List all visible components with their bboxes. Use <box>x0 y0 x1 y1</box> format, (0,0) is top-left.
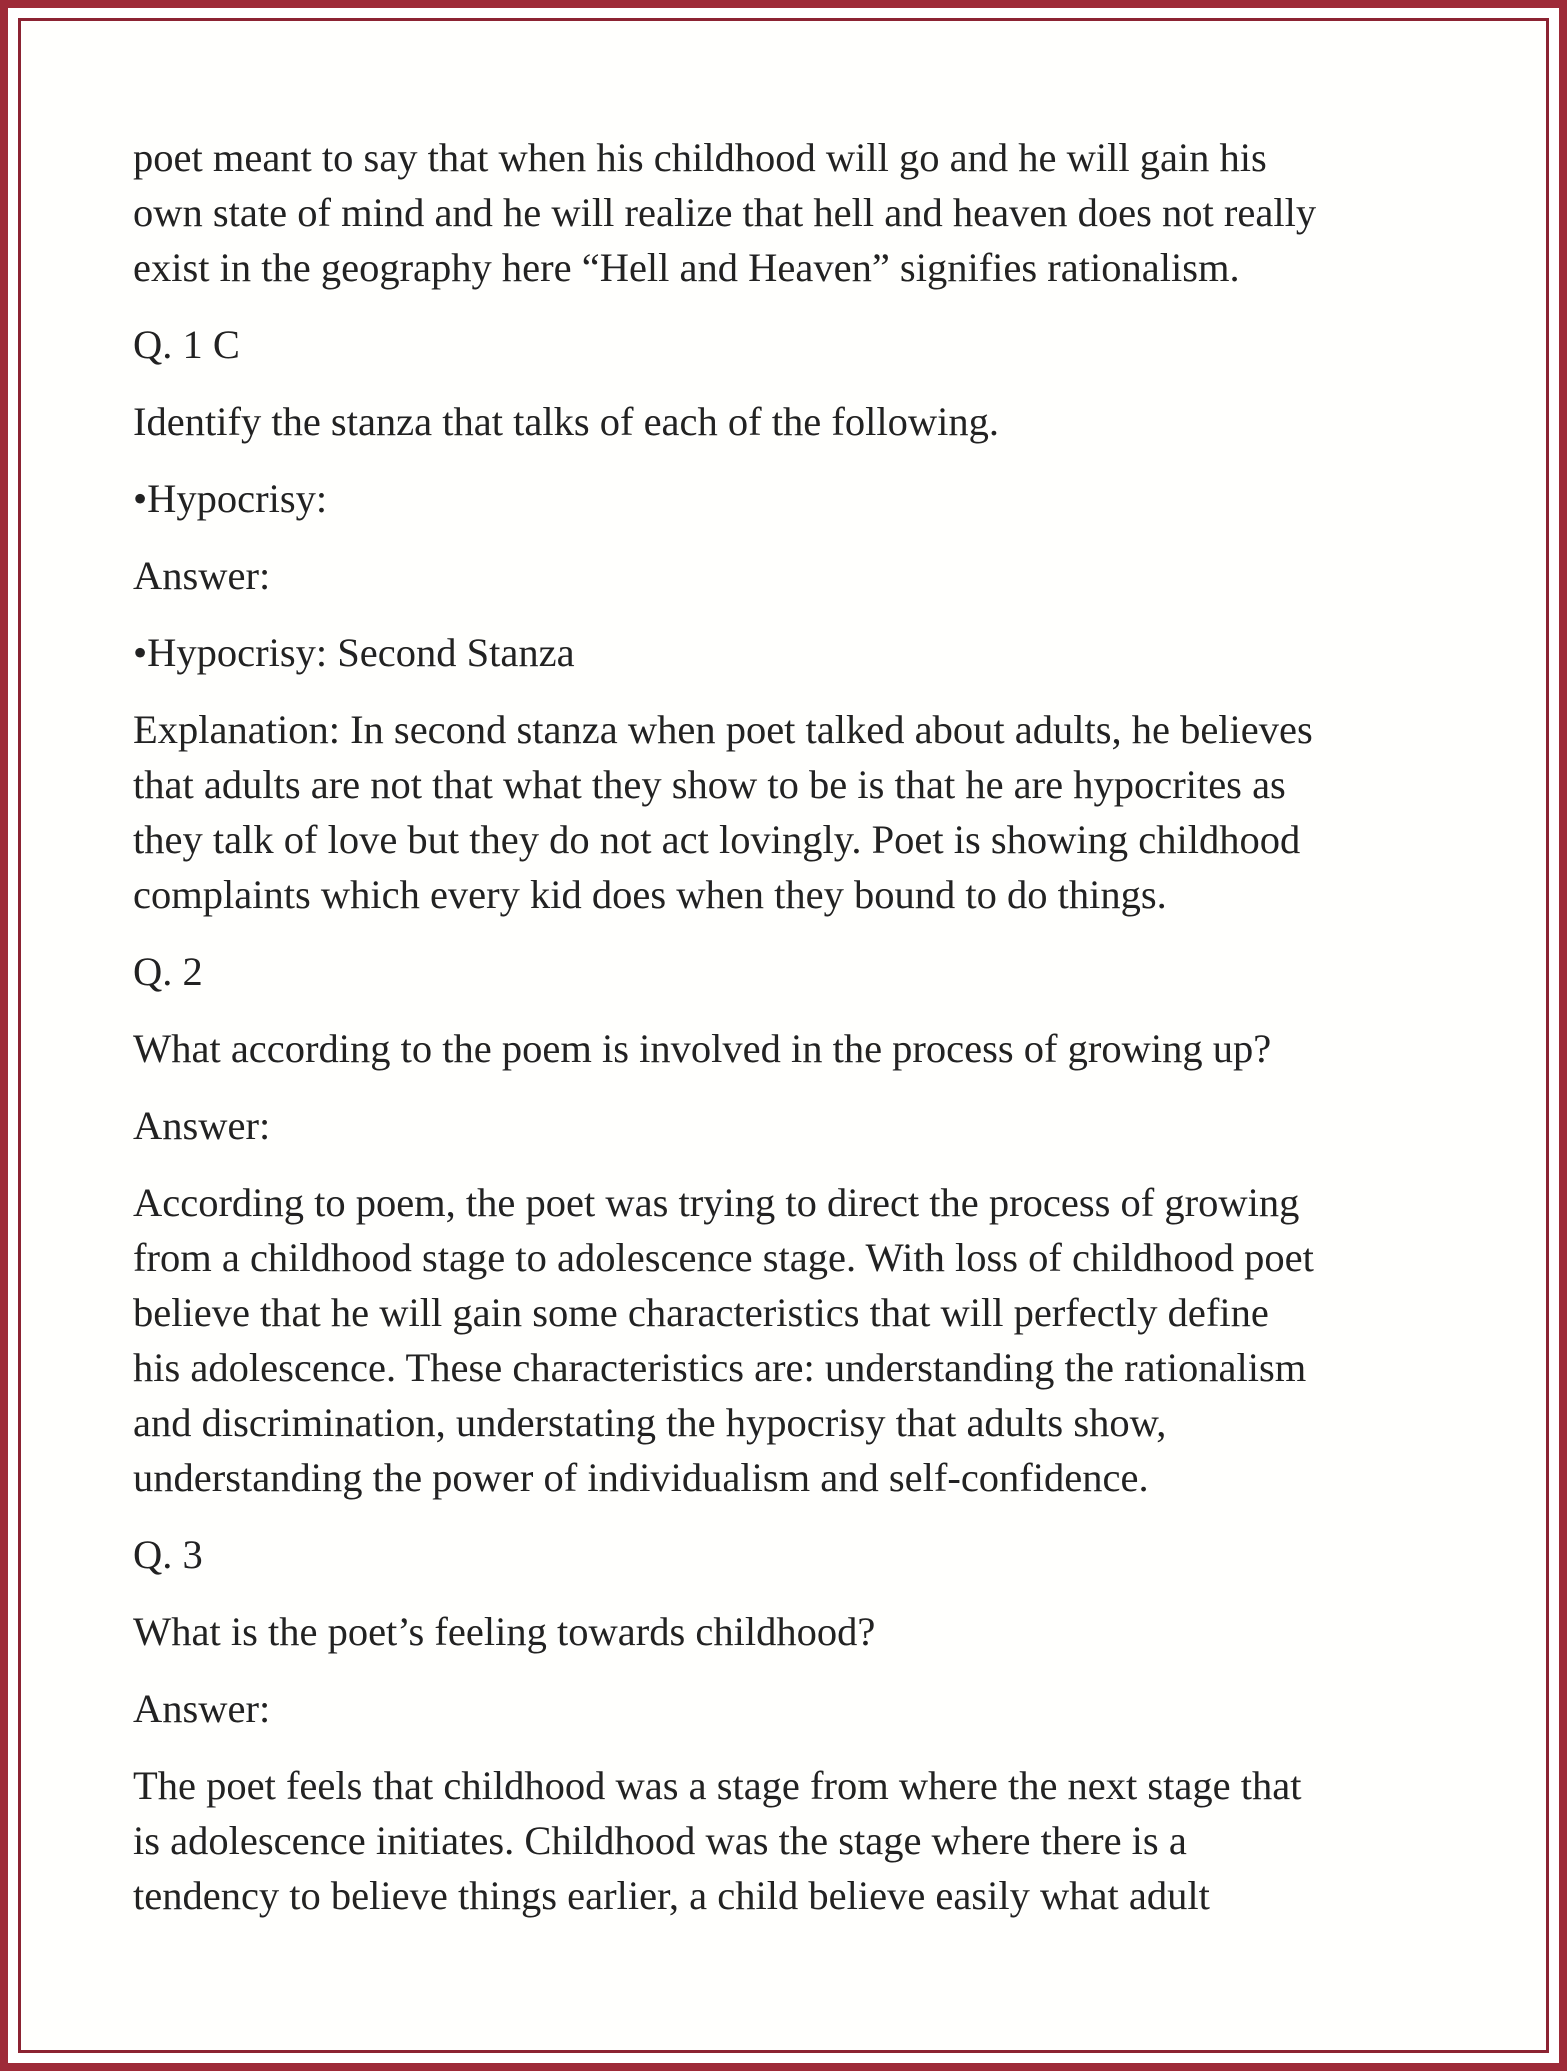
text-line: own state of mind and he will realize that hell and heaven does not really <box>133 190 1317 235</box>
text-line: exist in the geography here “Hell and Heaven” signifies rationalism. <box>133 245 1240 290</box>
question-number-3 <box>133 1527 1463 1582</box>
question-number: Q. 2 <box>133 949 203 994</box>
answer-label-2 <box>133 1098 1463 1153</box>
bullet-item-hypocrisy <box>133 471 1463 526</box>
answer-label-3 <box>133 1681 1463 1736</box>
answer-label-1c <box>133 548 1463 603</box>
question-text: Identify the stanza that talks of each of the following. <box>133 399 999 444</box>
text-line: from a childhood stage to adolescence stage. With loss of childhood poet <box>133 1235 1314 1280</box>
paragraph-intro <box>133 130 1463 295</box>
question-text: What is the poet’s feeling towards childhood? <box>133 1609 876 1654</box>
text-line: believe that he will gain some characteristics that will perfectly define <box>133 1290 1269 1335</box>
text-line: is adolescence initiates. Childhood was the stage where there is a <box>133 1818 1187 1863</box>
text-line: his adolescence. These characteristics are: understanding the rationalism <box>133 1345 1307 1390</box>
text-line: and discrimination, understating the hypocrisy that adults show, <box>133 1400 1167 1445</box>
text-line: Explanation: In second stanza when poet talked about adults, he believes <box>133 707 1313 752</box>
text-line: understanding the power of individualism and self-confidence. <box>133 1455 1149 1500</box>
question-number-1c <box>133 317 1463 372</box>
text-line: they talk of love but they do not act lovingly. Poet is showing childhood <box>133 817 1301 862</box>
bullet-text: •Hypocrisy: Second Stanza <box>133 630 575 675</box>
paragraph-answer-3 <box>133 1758 1463 1923</box>
answer-label: Answer: <box>133 1103 271 1148</box>
question-text-1c <box>133 394 1463 449</box>
question-text-3 <box>133 1604 1463 1659</box>
text-line: that adults are not that what they show to be is that he are hypocrites as <box>133 762 1286 807</box>
bullet-text: •Hypocrisy: <box>133 476 328 521</box>
answer-label: Answer: <box>133 553 271 598</box>
text-line: The poet feels that childhood was a stage from where the next stage that <box>133 1763 1302 1808</box>
question-number: Q. 3 <box>133 1532 203 1577</box>
question-text-2 <box>133 1021 1463 1076</box>
question-text: What according to the poem is involved in the process of growing up? <box>133 1026 1272 1071</box>
text-line: poet meant to say that when his childhood will go and he will gain his <box>133 135 1267 180</box>
paragraph-explanation <box>133 702 1463 922</box>
question-number-2 <box>133 944 1463 999</box>
document-page <box>133 130 1463 1945</box>
paragraph-answer-2 <box>133 1175 1463 1505</box>
text-line: tendency to believe things earlier, a child believe easily what adult <box>133 1873 1210 1918</box>
question-number: Q. 1 C <box>133 322 240 367</box>
bullet-item-hypocrisy-answer <box>133 625 1463 680</box>
text-line: complaints which every kid does when they bound to do things. <box>133 872 1167 917</box>
answer-label: Answer: <box>133 1686 271 1731</box>
text-line: According to poem, the poet was trying to direct the process of growing <box>133 1180 1300 1225</box>
